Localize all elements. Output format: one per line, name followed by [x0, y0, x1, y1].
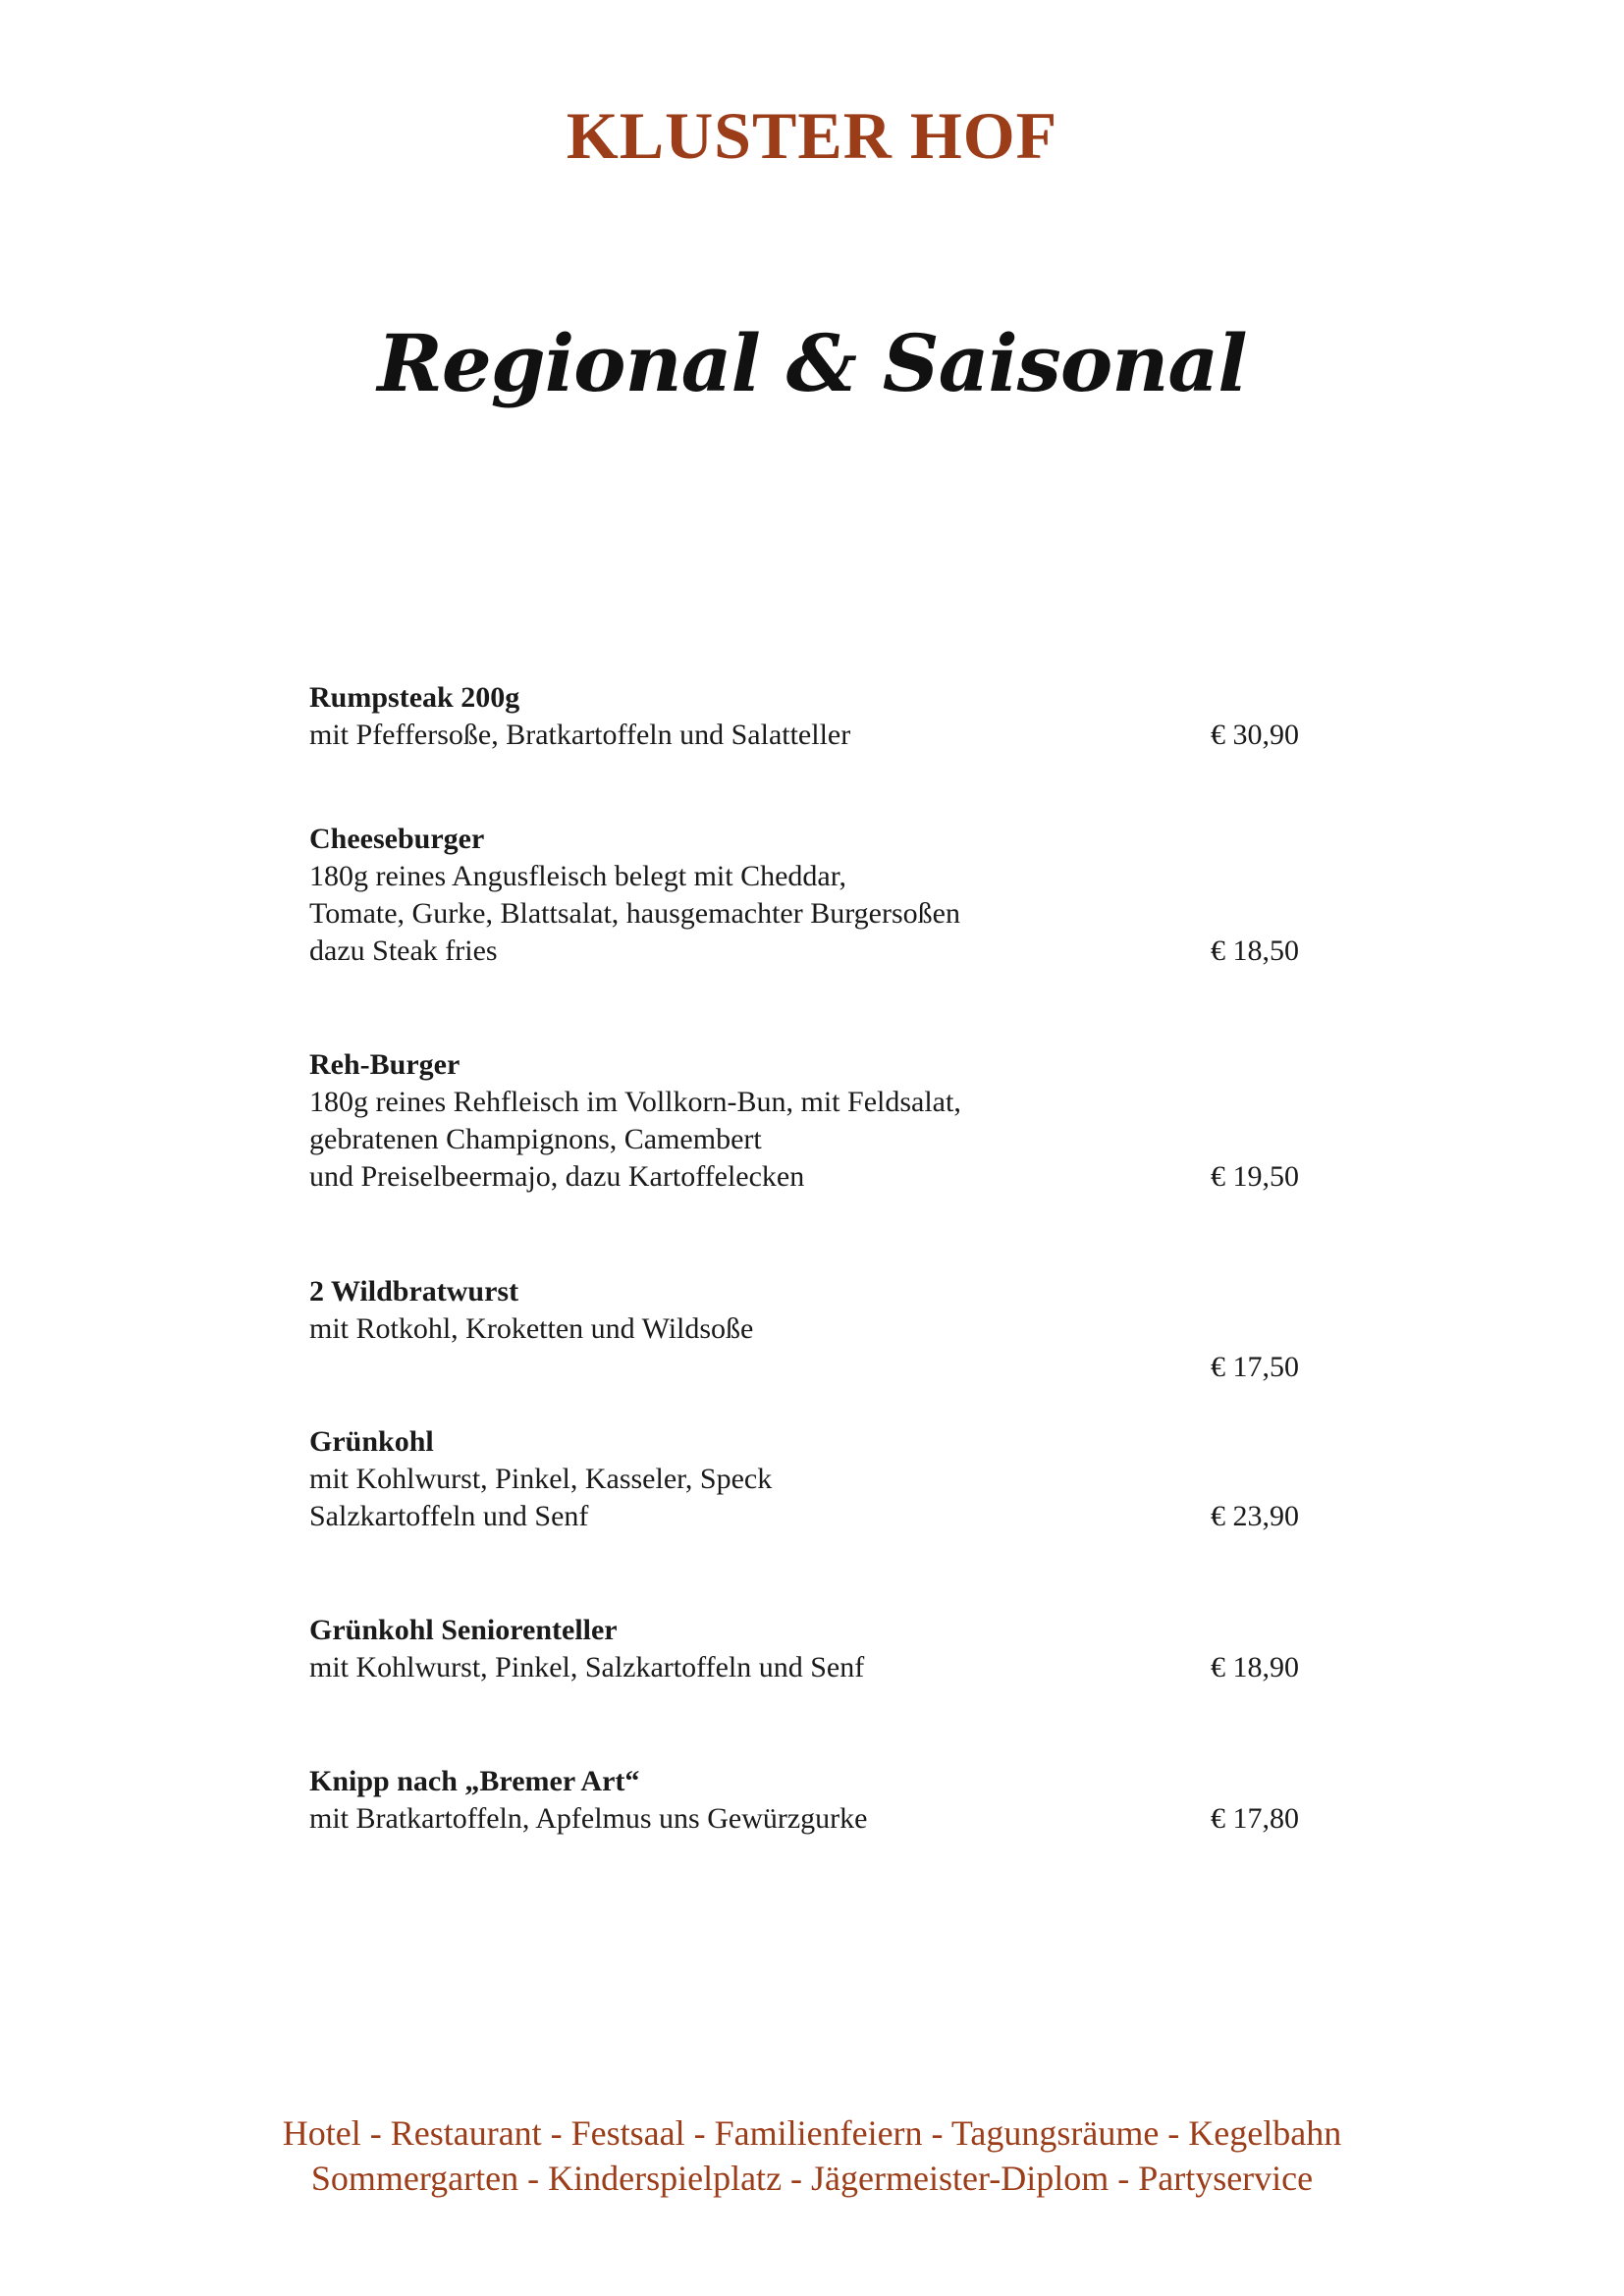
menu-item-price: € 18,90: [1211, 1651, 1299, 1683]
menu-item-description: mit Kohlwurst, Pinkel, Kasseler, Speck: [309, 1463, 773, 1495]
menu-item: [309, 821, 1311, 970]
menu-item-name: Cheeseburger: [309, 823, 485, 855]
menu-item: [309, 1273, 1311, 1383]
menu-item: [309, 1763, 1311, 1838]
menu-item-description: dazu Steak fries: [309, 934, 498, 967]
menu-item-description: gebratenen Champignons, Camembert: [309, 1123, 762, 1155]
menu-item-name: 2 Wildbratwurst: [309, 1275, 519, 1308]
menu-item-price: € 17,80: [1211, 1802, 1299, 1835]
menu-item-price: € 30,90: [1211, 719, 1299, 751]
page-title: KLUSTER HOF: [566, 98, 1058, 173]
menu-item-description: mit Kohlwurst, Pinkel, Salzkartoffeln und Senf: [309, 1651, 865, 1683]
menu-item-price: € 23,90: [1211, 1500, 1299, 1532]
menu-item-description: Salzkartoffeln und Senf: [309, 1500, 589, 1532]
menu-item-name: Grünkohl: [309, 1425, 434, 1458]
menu-item-description: mit Bratkartoffeln, Apfelmus uns Gewürzgurke: [309, 1802, 868, 1835]
menu-item-name: Reh-Burger: [309, 1048, 460, 1081]
menu-item-description: mit Rotkohl, Kroketten und Wildsoße: [309, 1312, 754, 1345]
menu-item: [309, 1423, 1311, 1535]
footer-services-line-2: Sommergarten - Kinderspielplatz - Jägermeister-Diplom - Partyservice: [310, 2159, 1314, 2198]
menu-item-price: € 18,50: [1211, 934, 1299, 967]
menu-item: [309, 1612, 1311, 1686]
menu-item-description: Tomate, Gurke, Blattsalat, hausgemachter Burgersoßen: [309, 897, 960, 930]
menu-item-description: mit Pfeffersoße, Bratkartoffeln und Salatteller: [309, 719, 851, 751]
menu-item-description: 180g reines Rehfleisch im Vollkorn-Bun, mit Feldsalat,: [309, 1086, 961, 1118]
menu-item-description: 180g reines Angusfleisch belegt mit Cheddar,: [309, 860, 847, 892]
menu-item: [309, 679, 1311, 754]
footer-services-line-1: Hotel - Restaurant - Festsaal - Familienfeiern - Tagungsräume - Kegelbahn: [282, 2113, 1342, 2153]
menu-item-description: und Preiselbeermajo, dazu Kartoffelecken: [309, 1160, 805, 1193]
menu-item-price: € 19,50: [1211, 1160, 1299, 1193]
menu-item-name: Grünkohl Seniorenteller: [309, 1614, 618, 1646]
menu-item: [309, 1046, 1311, 1196]
menu-item-name: Rumpsteak 200g: [309, 681, 520, 714]
menu-item-price: € 17,50: [1211, 1351, 1299, 1383]
menu-item-name: Knipp nach „Bremer Art“: [309, 1765, 640, 1797]
page-subtitle: Regional & Saisonal: [377, 317, 1247, 409]
